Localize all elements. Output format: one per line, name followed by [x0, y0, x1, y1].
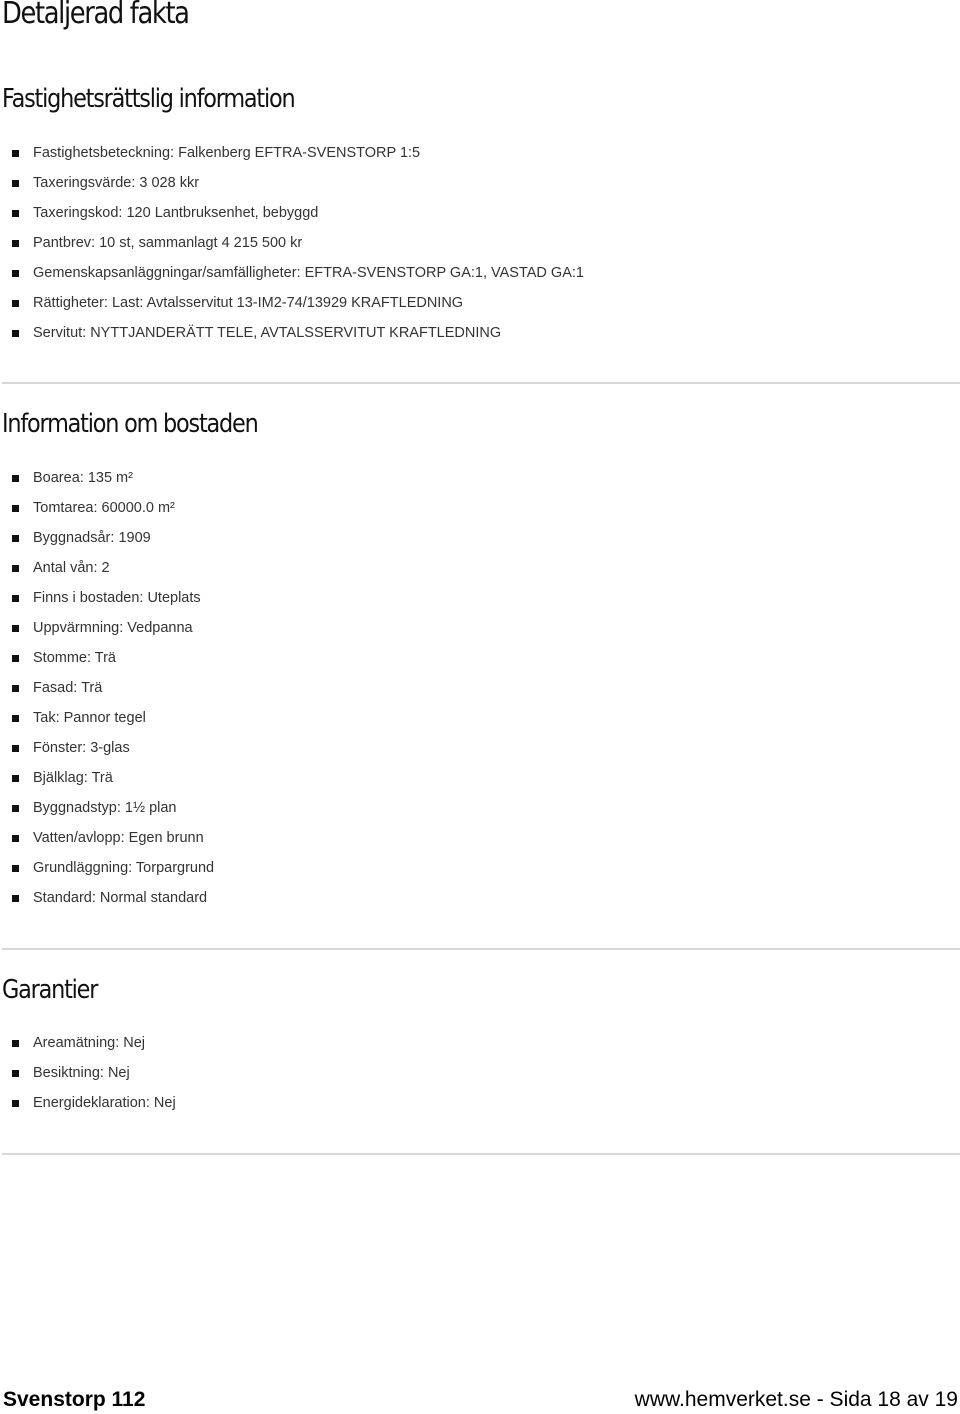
fact-text: Fönster: 3-glas [33, 740, 130, 756]
bullet-icon [12, 475, 19, 482]
list-item [0, 733, 960, 763]
fact-text: Finns i bostaden: Uteplats [33, 590, 201, 606]
fact-text: Pantbrev: 10 st, sammanlagt 4 215 500 kr [33, 235, 303, 251]
fact-text: Tak: Pannor tegel [33, 710, 146, 726]
fact-text: Tomtarea: 60000.0 m² [33, 500, 175, 516]
bullet-icon [12, 805, 19, 812]
list-item [0, 673, 960, 703]
list-item [0, 138, 960, 168]
bullet-icon [12, 895, 19, 902]
list-item [0, 198, 960, 228]
bullet-icon [12, 625, 19, 632]
fact-text: Vatten/avlopp: Egen brunn [33, 830, 204, 846]
bullet-icon [12, 300, 19, 307]
bullet-icon [12, 270, 19, 277]
footer-address: Svenstorp 112 [3, 1388, 146, 1411]
list-item [0, 1058, 960, 1088]
fact-text: Uppvärmning: Vedpanna [33, 620, 193, 636]
bullet-icon [12, 1100, 19, 1107]
fact-text: Gemenskapsanläggningar/samfälligheter: EFTRA-SVENSTORP GA:1, VASTAD GA:1 [33, 265, 584, 281]
bullet-icon [12, 150, 19, 157]
list-item [0, 523, 960, 553]
fact-text: Byggnadstyp: 1½ plan [33, 800, 177, 816]
bullet-icon [12, 685, 19, 692]
section-heading: Fastighetsrättslig information [2, 84, 295, 114]
fact-text: Areamätning: Nej [33, 1035, 146, 1051]
fact-text: Stomme: Trä [33, 650, 116, 666]
fact-list [0, 138, 960, 348]
bullet-icon [12, 330, 19, 337]
bullet-icon [12, 715, 19, 722]
bullet-icon [12, 565, 19, 572]
bullet-icon [12, 210, 19, 217]
bullet-icon [12, 1070, 19, 1077]
bullet-icon [12, 745, 19, 752]
list-item [0, 553, 960, 583]
fact-text: Rättigheter: Last: Avtalsservitut 13-IM2-74/13929 KRAFTLEDNING [33, 295, 464, 311]
bullet-icon [12, 595, 19, 602]
fact-text: Taxeringsvärde: 3 028 kkr [33, 175, 200, 191]
bullet-icon [12, 865, 19, 872]
bullet-icon [12, 835, 19, 842]
footer-page-info: www.hemverket.se - Sida 18 av 19 [634, 1388, 958, 1411]
fact-text: Servitut: NYTTJANDERÄTT TELE, AVTALSSERVITUT KRAFTLEDNING [33, 325, 502, 341]
section-divider [2, 382, 960, 384]
fact-list [0, 1028, 960, 1118]
list-item [0, 823, 960, 853]
fact-text: Grundläggning: Torpargrund [33, 860, 215, 876]
fact-text: Fasad: Trä [33, 680, 103, 696]
list-item [0, 1088, 960, 1118]
list-item [0, 643, 960, 673]
fact-text: Boarea: 135 m² [33, 470, 133, 486]
section-divider [2, 948, 960, 950]
fact-text: Energideklaration: Nej [33, 1095, 176, 1111]
list-item [0, 318, 960, 348]
bullet-icon [12, 1040, 19, 1047]
list-item [0, 228, 960, 258]
page-footer [0, 1388, 960, 1414]
list-item [0, 258, 960, 288]
list-item [0, 288, 960, 318]
bullet-icon [12, 180, 19, 187]
fact-text: Taxeringskod: 120 Lantbruksenhet, bebyggd [33, 205, 319, 221]
fact-text: Besiktning: Nej [33, 1065, 130, 1081]
list-item [0, 1028, 960, 1058]
list-item [0, 793, 960, 823]
list-item [0, 168, 960, 198]
list-item [0, 883, 960, 913]
section-divider [2, 1153, 960, 1155]
bullet-icon [12, 240, 19, 247]
list-item [0, 583, 960, 613]
fact-text: Byggnadsår: 1909 [33, 530, 151, 546]
list-item [0, 703, 960, 733]
bullet-icon [12, 775, 19, 782]
fact-text: Bjälklag: Trä [33, 770, 113, 786]
fact-text: Fastighetsbeteckning: Falkenberg EFTRA-SVENSTORP 1:5 [33, 145, 421, 161]
bullet-icon [12, 505, 19, 512]
list-item [0, 613, 960, 643]
list-item [0, 763, 960, 793]
fact-text: Antal vån: 2 [33, 560, 110, 576]
fact-text: Standard: Normal standard [33, 890, 208, 906]
list-item [0, 853, 960, 883]
fact-list [0, 463, 960, 913]
list-item [0, 493, 960, 523]
page-title: Detaljerad fakta [2, 0, 189, 31]
section-heading: Information om bostaden [2, 409, 258, 439]
list-item [0, 463, 960, 493]
bullet-icon [12, 655, 19, 662]
bullet-icon [12, 535, 19, 542]
section-heading: Garantier [2, 975, 98, 1005]
